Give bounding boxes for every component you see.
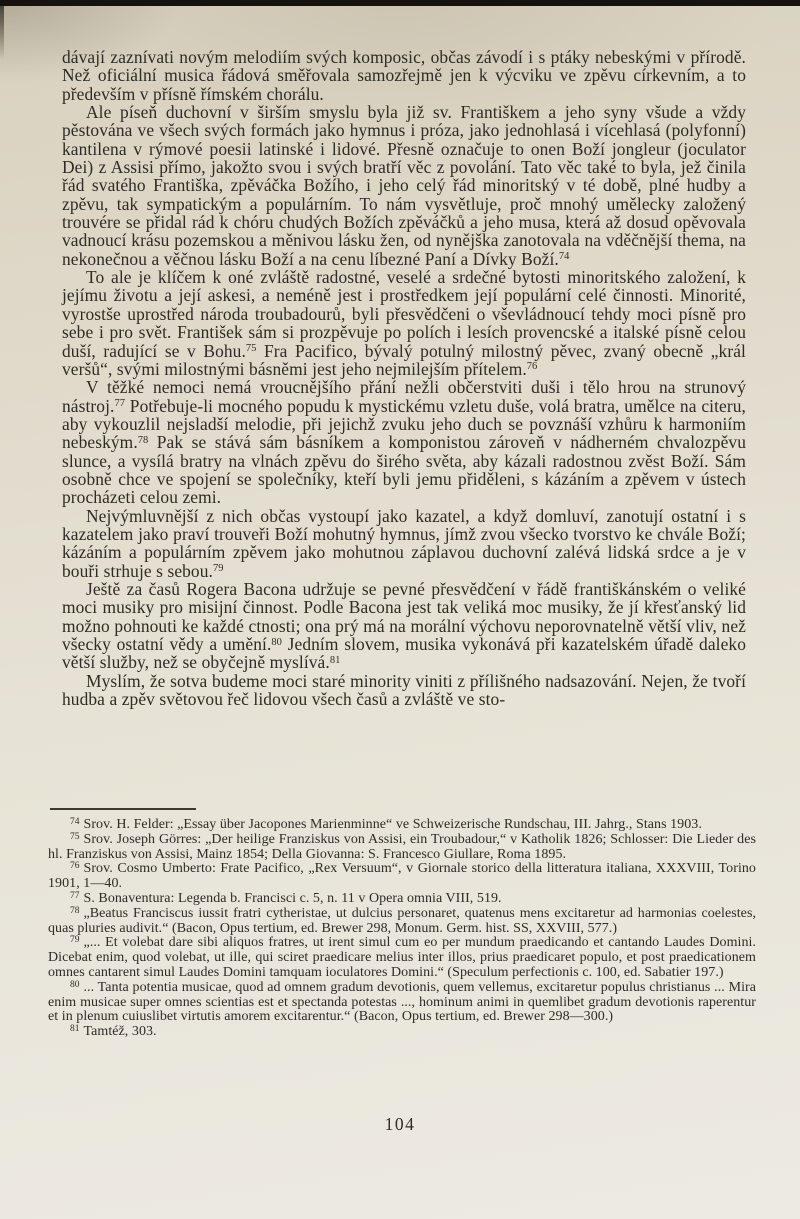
footnote-ref: 77: [70, 890, 80, 901]
footnotes: [48, 818, 756, 1040]
footnote: $^{78}$ „Beatus Franciscus iussit fratri cytheristae, ut dulcius personaret, quatenus mens excitaretur ad harmonias coelestes, quas pluries audivit.“ (Bacon, Opus tertium, ed. Brewer 298, Monum. Germ. hist. SS, XXVIII, 577.): [48, 905, 756, 936]
footnote: $^{80}$ ... Tanta potentia musicae, quod ad omnem gradum devotionis, quem vellemus, excitaretur populus christianus ... Mira enim musicae super omnes scientias est et spectanda potestas ..., hominum animi in quemlibet gradum devotionis raperentur et in plenum cuiuslibet virtutis amorem excitarentur.“ (Bacon, Opus tertium, ed. Brewer 298—300.): [48, 979, 756, 1025]
footnote-ref: 81: [70, 1024, 80, 1035]
footnote: $^{74}$ Srov. H. Felder: „Essay über Jacopones Marienminne“ ve Schweizerische Rundschau, III. Jahrg., Stans 1903.: [70, 817, 702, 832]
footnote-ref: 79: [212, 563, 224, 575]
footnote: $^{76}$ Srov. Cosmo Umberto: Frate Pacifico, „Rex Versuum“, v Giornale storico della litteratura italiana, XXXVIII, Torino 1901, 1—40.: [48, 861, 756, 892]
footnote: $^{81}$ Tamtéž, 303.: [70, 1024, 157, 1040]
footnote-ref: 75: [70, 831, 80, 842]
footnote-ref: 78: [137, 434, 149, 446]
footnote-ref: 80: [271, 636, 282, 648]
footnote-ref: 74: [558, 251, 570, 263]
footnote-ref: 74: [70, 817, 80, 827]
paragraph: dávají zaznívati novým melodiím svých komposic, občas závodí i s ptáky nebeskými v přírodě. Než oficiální musica řádová směřovala samozřejmě jen k výcviku ve zpěvu církevním, a to především v přísně římském chorálu.: [62, 47, 746, 104]
footnote-ref: 76: [526, 361, 538, 373]
paragraph: Ale píseň duchovní v širším smyslu byla již sv. Františkem a jeho syny všude a vždy pěstována ve všech svých formách jako hymnus i próza, jako jednohlasá i vícehlasá (polyfonní) kantilena v rýmové poesii latinské i lidové. Přesně označuje to onen Boží jongleur (joculator Dei) z Assisi přímo, jakožto svou i svých bratří věc z povolání. Tato věc také to byla, jež činila řád svatého Františka, zpěváčka Božího, i jeho celý řád minoritský v té době, plné hudby a zpěvu, tak sympatickým a populárním. To nám vysvětluje, proč mnohý umělecky založený trouvére se přidal rád k chóru chudých Božích zpěváčků a jeho musa, která až dosud opěvovala vadnoucí krásu pozemskou a měnivou lásku žen, od nynějška zanotovala na vděčnější thema, na nekonečnou a věčnou lásku Boží a na cenu líbezné Paní a Dívky Boží.$^{74}$: [62, 102, 746, 269]
paragraph: V těžké nemoci nemá vroucnějšího přání nežli občerstviti duši i tělo hrou na strunový nástroj.$^{77}$ Potřebuje-li mocného popudu k mystickému vzletu duše, volá bratra, umělce na citeru, aby vykouzlil nejsladší melodie, při jejichž zvuku jeho duch se povznáší vzhůru k harmoniím nebeským.$^{78}$ Pak se stává sám básníkem a komponistou zároveň v nádherném chvalozpěvu slunce, a vysílá bratry na vlnách zpěvu do širého světa, aby kázali radostnou zvěst Boží. Sám osobně chce ve spojení se společníky, kteří byli jemu přiděleni, s kázáním a zpěvem v ústech procházeti celou zemi.: [62, 377, 746, 508]
footnote-ref: 77: [114, 398, 125, 410]
footnote-ref: 81: [329, 654, 341, 666]
paragraph: Myslím, že sotva budeme moci staré minority viniti z přílišného nadsazování. Nejen, že tvoří hudba a zpěv světovou řeč lidovou všech časů a zvláště ve sto-: [62, 670, 746, 710]
footnote: $^{77}$ S. Bonaventura: Legenda b. Francisci c. 5, n. 11 v Opera omnia VIII, 519.: [70, 890, 502, 906]
footnote-separator: [50, 808, 196, 810]
footnote-ref: 78: [70, 905, 80, 916]
body-text: [62, 48, 746, 708]
footnote-ref: 76: [70, 861, 80, 872]
paragraph: Nejvýmluvnější z nich občas vystoupí jako kazatel, a když domluví, zanotují ostatní i s kazatelem jako praví trouveři Boží mohutný hymnus, jímž zvou všecko tvorstvo ke chvále Boží; kázáním a populárním zpěvem jako mohutnou záplavou duchovní zalévá lidská srdce a je v bouři strhuje s sebou.$^{79}$: [62, 505, 746, 581]
footnote-ref: 80: [70, 979, 80, 990]
paragraph: To ale je klíčem k oné zvláště radostné, veselé a srdečné bytosti minoritského založení, k jejímu životu a její askesi, a neméně jest i prostředkem její populární celé činnosti. Minorité, vyrostše uprostřed národa troubadourů, byli přesvědčeni o vševládnoucí tehdy moci písně pro sebe i pro svět. František sám si prozpěvuje po polích i lesích provencské a italské písně celou duší, radující se v Bohu.$^{75}$ Fra Pacifico, bývalý potulný milostný pěvec, zvaný obecně „král veršů“, svými milostnými básněmi jest jeho nejmilejším přítelem.$^{76}$: [62, 267, 746, 379]
page-number: 104: [384, 1114, 416, 1134]
scan-edge-left: [0, 0, 4, 60]
footnote-ref: 75: [245, 343, 257, 354]
footnote-ref: 79: [70, 935, 80, 946]
footnote-area: [48, 808, 756, 1040]
footnote: $^{79}$ „... Et volebat dare sibi aliquos fratres, ut irent simul cum eo per mundum praedicando et cantando Laudes Domini. Dicebat enim, quod volebat, ut ille, qui sciret praedicare melius inter illos, prius praedicaret populo, et post praedicationem omnes cantarent simul Laudes Domini tamquam ioculatores Domini.“ (Speculum perfectionis c. 100, ed. Sabatier 197.): [48, 935, 756, 980]
scan-edge-top: [0, 0, 800, 6]
paragraph: Ještě za časů Rogera Bacona udržuje se pevné přesvědčení v řádě františkánském o veliké moci musiky pro misijní činnost. Podle Bacona jest tak veliká moc musiky, že jí křesťanský lid možno pohnouti ke každé ctnosti; ona prý má na morální výchovu neporovnatelně větší vliv, než všecky ostatní vědy a umění.$^{80}$ Jedním slovem, musika vykonává při kazatelském úřadě daleko větší služby, než se obyčejně myslívá.$^{81}$: [62, 578, 746, 673]
footnote: $^{75}$ Srov. Joseph Görres: „Der heilige Franziskus von Assisi, ein Troubadour,“ v Katholik 1826; Schlosser: Die Lieder des hl. Franziskus von Assisi, Mainz 1854; Della Giovanna: S. Francesco Giullare, Roma 1895.: [48, 831, 756, 862]
